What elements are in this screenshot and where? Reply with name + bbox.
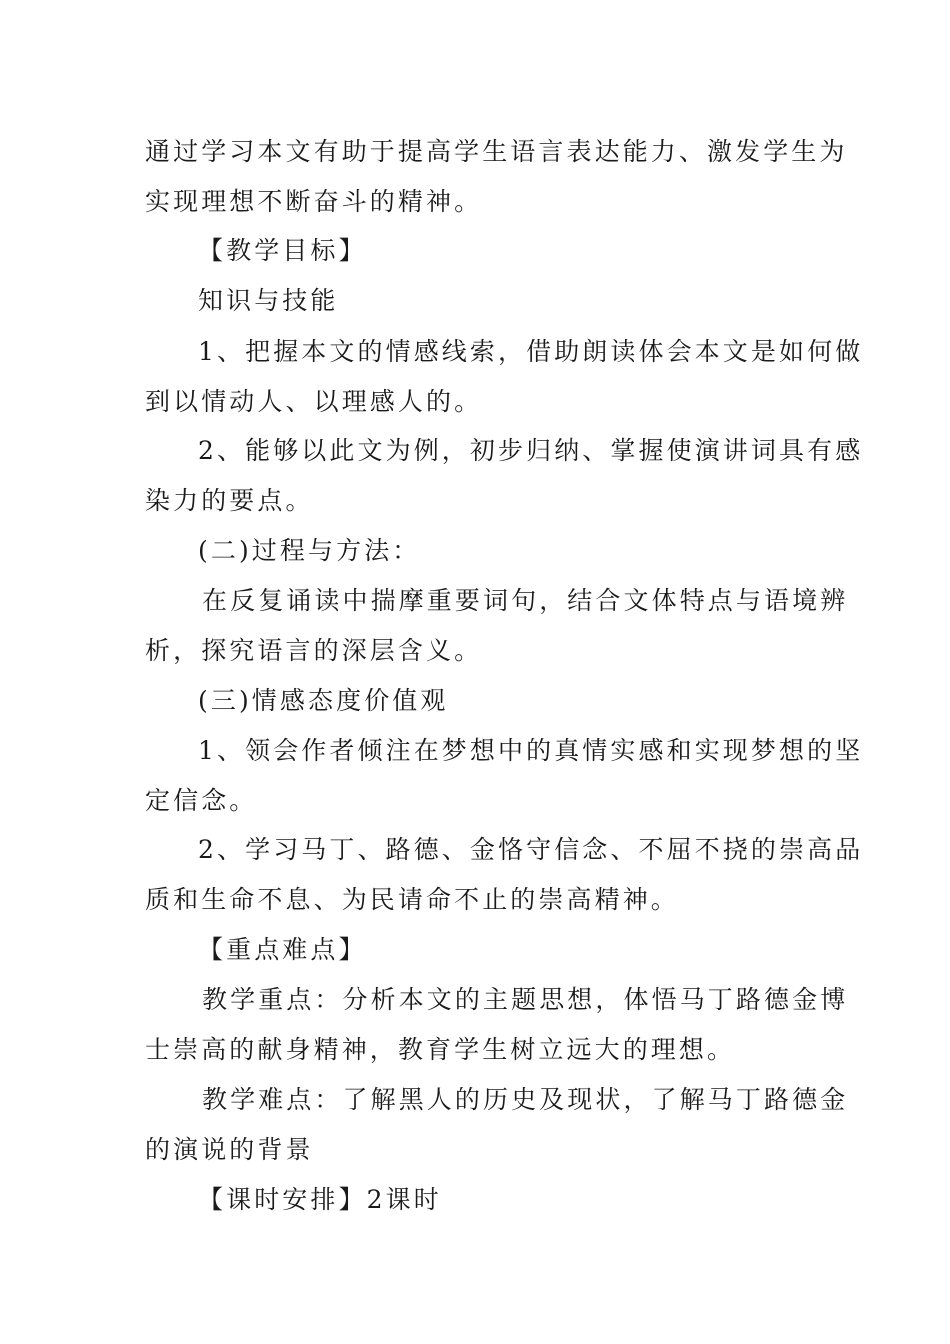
- section-heading-key-points: 【重点难点】: [198, 935, 367, 964]
- body-text-line: 的演说的背景: [145, 1135, 314, 1164]
- body-text-line: 实现理想不断奋斗的精神。: [145, 187, 483, 216]
- body-text-line: 教学难点：了解黑人的历史及现状，了解马丁路德金: [202, 1085, 849, 1114]
- subheading-process-methods: (二)过程与方法：: [198, 536, 421, 565]
- list-item-text-continued: 到以情动人、以理感人的。: [145, 387, 483, 416]
- section-heading-schedule: 【课时安排】2课时: [198, 1185, 442, 1214]
- body-text-line: 通过学习本文有助于提高学生语言表达能力、激发学生为: [145, 137, 848, 166]
- subheading-knowledge-skills: 知识与技能: [198, 286, 339, 315]
- body-text-line: 士崇高的献身精神，教育学生树立远大的理想。: [145, 1035, 736, 1064]
- list-item-text-continued: 质和生命不息、为民请命不止的崇高精神。: [145, 885, 679, 914]
- body-text-line: 析，探究语言的深层含义。: [145, 636, 483, 665]
- subheading-emotion-values: (三)情感态度价值观: [198, 686, 449, 715]
- list-item-text: 1、把握本文的情感线索，借助朗读体会本文是如何做: [198, 337, 864, 366]
- list-item-text-continued: 染力的要点。: [145, 486, 314, 515]
- body-text-line: 教学重点：分析本文的主题思想，体悟马丁路德金博: [202, 985, 849, 1014]
- section-heading-teaching-goals: 【教学目标】: [198, 236, 367, 265]
- body-text-line: 在反复诵读中揣摩重要词句，结合文体特点与语境辨: [202, 586, 849, 615]
- list-item-text-continued: 定信念。: [145, 786, 258, 815]
- list-item-text: 2、能够以此文为例，初步归纳、掌握使演讲词具有感: [198, 436, 864, 465]
- list-item-text: 2、学习马丁、路德、金恪守信念、不屈不挠的崇高品: [198, 835, 864, 864]
- list-item-text: 1、领会作者倾注在梦想中的真情实感和实现梦想的坚: [198, 736, 864, 765]
